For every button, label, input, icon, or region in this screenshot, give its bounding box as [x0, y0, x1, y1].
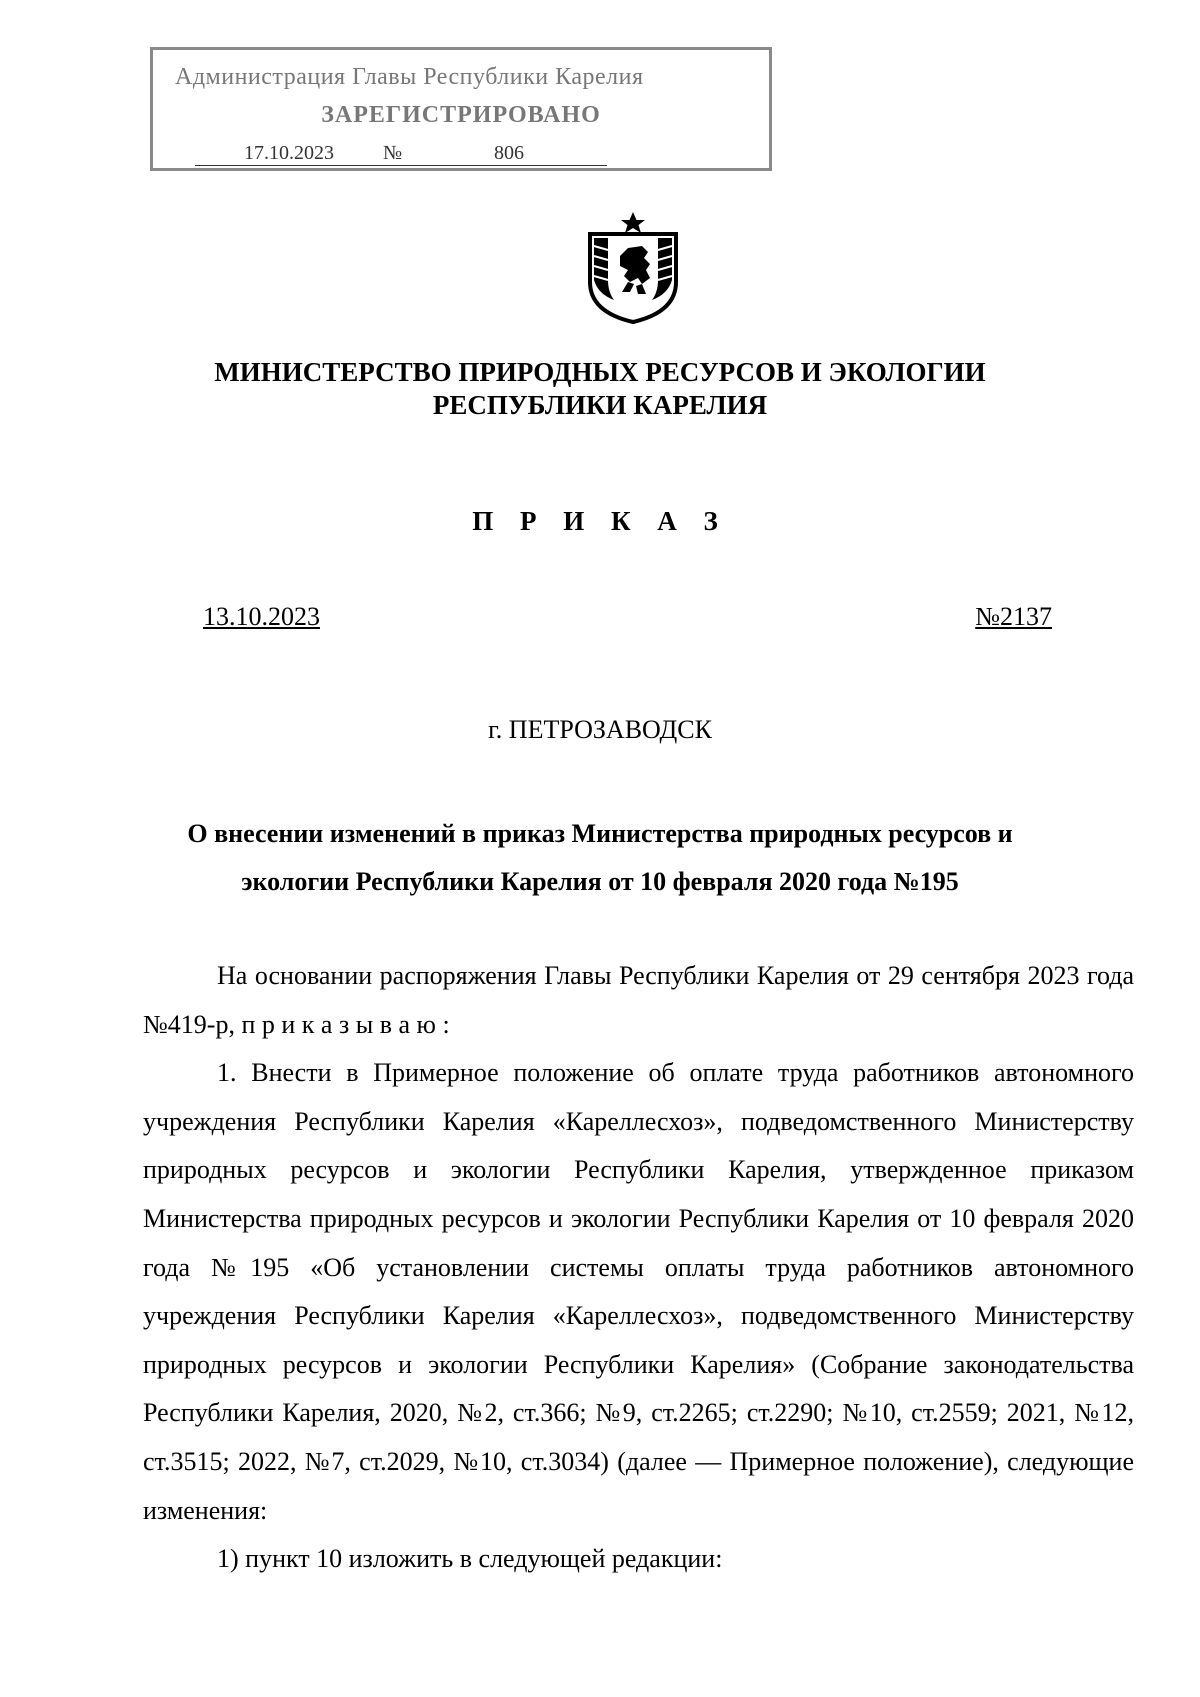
registration-stamp — [150, 47, 772, 171]
order-subject — [150, 810, 1050, 906]
stamp-date: 17.10.2023 — [195, 142, 383, 166]
stamp-number: 806 — [411, 142, 607, 166]
ministry-name-line1: МИНИСТЕРСТВО ПРИРОДНЫХ РЕСУРСОВ И ЭКОЛОГИИ — [214, 357, 986, 387]
stamp-organization: Администрация Главы Республики Карелия — [175, 64, 644, 90]
body-paragraph-basis: На основании распоряжения Главы Республики Карелия от 29 сентября 2023 года №419-р, п р и к а з ы в а ю : — [143, 961, 1134, 1039]
ministry-name-line2: РЕСПУБЛИКИ КАРЕЛИЯ — [432, 390, 768, 420]
order-subject-line2: экологии Республики Карелия от 10 февраля 2020 года №195 — [241, 867, 959, 896]
document-type: П Р И К А З — [472, 506, 728, 536]
order-subject-line1: О внесении изменений в приказ Министерства природных ресурсов и — [187, 819, 1013, 848]
order-number: №2137 — [975, 602, 1052, 631]
body-paragraph-item-1: 1. Внести в Примерное положение об оплате труда работников автономного учреждения Республики Карелия «Кареллесхоз», подведомственного Министерству природных ресурсов и экологии Республики Карелия, утвержденное приказом Министерства природных ресурсов и экологии Республики Карелия от 10 февраля 2020 года №195 «Об установлении системы оплаты труда работников автономного учреждения Республики Карелия «Кареллесхоз», подведомственного Министерству природных ресурсов и экологии Республики Карелия» (Собрание законодательства Республики Карелия, 2020, №2, ст.366; №9, ст.2265; ст.2290; №10, ст.2559; 2021, №12, ст.3515; 2022, №7, ст.2029, №10, ст.3034) (далее — Примерное положение), следующие изменения: — [143, 1058, 1134, 1525]
body-paragraph-subitem-1: 1) пункт 10 изложить в следующей редакции: — [217, 1544, 723, 1574]
order-date: 13.10.2023 — [203, 602, 320, 631]
karelia-coat-of-arms-icon — [584, 212, 682, 324]
stamp-status: ЗАРЕГИСТРИРОВАНО — [321, 102, 601, 128]
ministry-name — [0, 356, 1200, 422]
stamp-registration-line — [195, 142, 607, 166]
order-body — [143, 952, 1134, 1584]
stamp-number-label: № — [383, 142, 411, 166]
city: г. ПЕТРОЗАВОДСК — [488, 715, 712, 744]
